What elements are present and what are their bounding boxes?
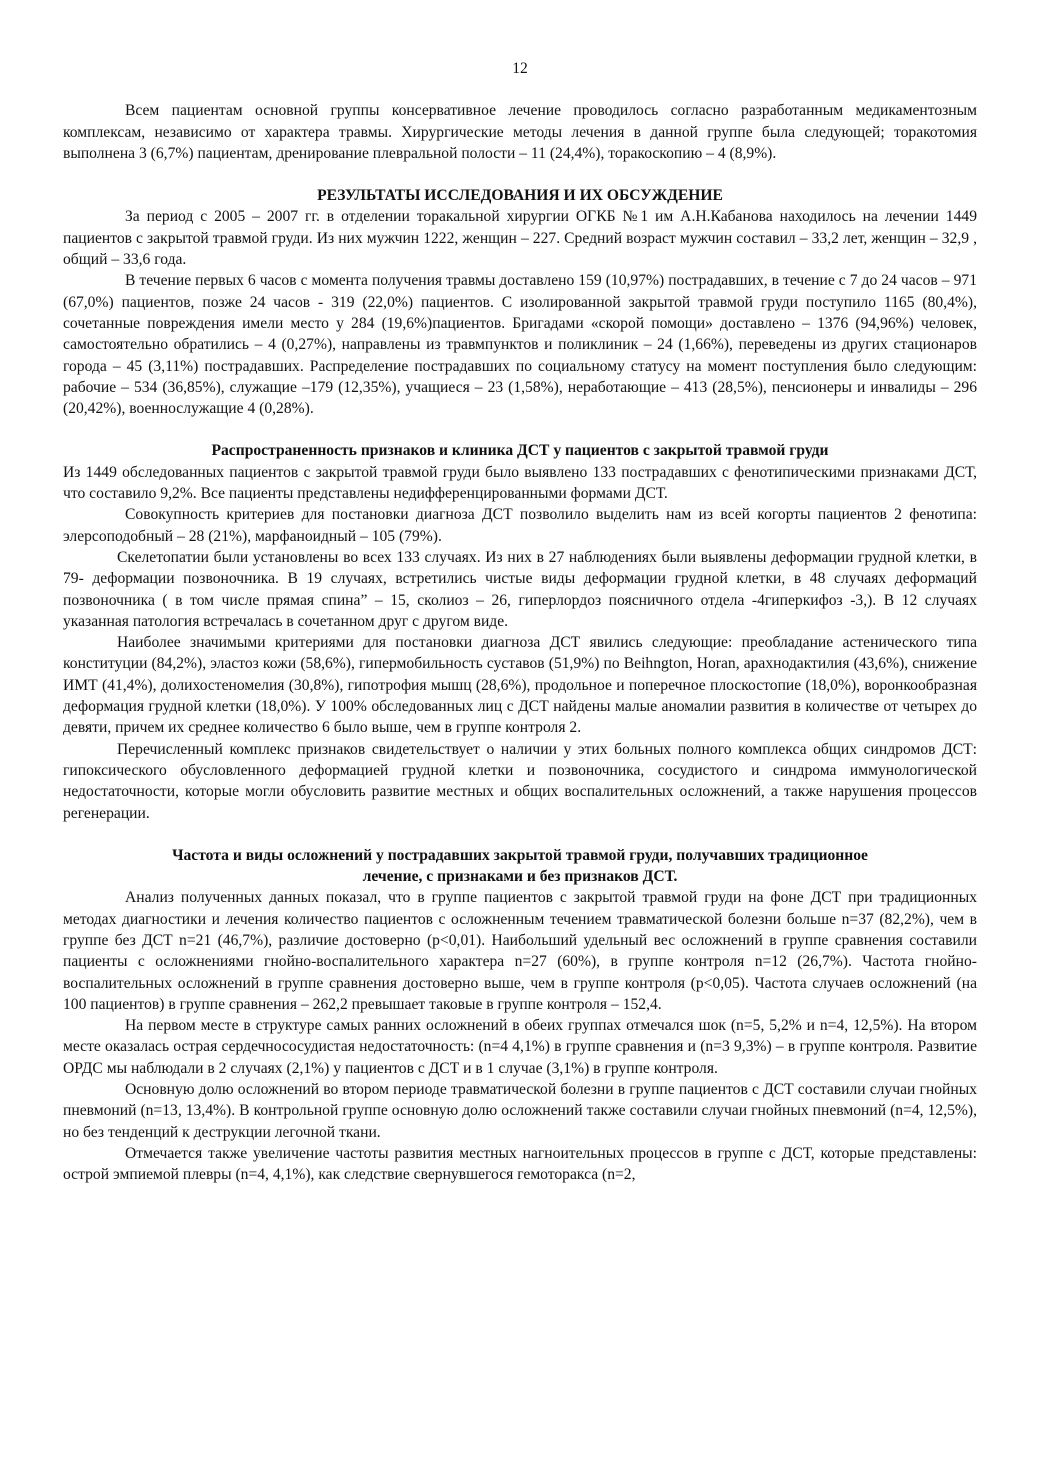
section-heading-results: РЕЗУЛЬТАТЫ ИССЛЕДОВАНИЯ И ИХ ОБСУЖДЕНИЕ [317,187,723,205]
paragraph: Наиболее значимыми критериями для постановки диагноза ДСТ явились следующие: преобладание астенического типа конституции (84,2%), эластоз кожи (58,6%), гипермобильность суставов (51,9%) по Beihngton, Horan, арахнодактилия (43,6%), снижение ИМТ (41,4%), долихостеномелия (30,8%), гипотрофия мышц (28,6%), продольное и поперечное плоскостопие (18,0%), воронкообразная деформация грудной клетки (18,0%). У 100% обследованных лиц с ДСТ найдены малые аномалии развития в количестве от четырех до девяти, причем их среднее количество 6 было выше, чем в группе контроля 2. [63,634,977,737]
section-results [63,185,977,419]
paragraph: За период с 2005 – 2007 гг. в отделении торакальной хирургии ОГКБ №1 им А.Н.Кабанова находилось на лечении 1449 пациентов с закрытой травмой груди. Из них мужчин 1222, женщин – 227. Средний возраст мужчин составил – 33,2 лет, женщин – 32,9 , общий – 33,6 года. [63,208,977,269]
page-number: 12 [512,60,528,77]
intro-paragraph: Всем пациентам основной группы консервативное лечение проводилось согласно разработанным медикаментозным комплексам, независимо от характера травмы. Хирургические методы лечения в данной группе была следующей; торакотомия выполнена 3 (6,7%) пациентам, дренирование плевральной полости – 11 (24,4%), торакоскопию – 4 (8,9%). [63,102,977,162]
section-prevalence [63,440,977,823]
section-heading-prevalence: Распространенность признаков и клиника ДСТ у пациентов с закрытой травмой груди [211,442,829,460]
paragraph: Основную долю осложнений во втором периоде травматической болезни в группе пациентов с ДСТ составили случаи гнойных пневмоний (n=13, 13,4%). В контрольной группе основную долю осложнений также составили случаи гнойных пневмоний (n=4, 12,5%), но без тенденций к деструкции легочной ткани. [63,1081,977,1141]
paragraph: Совокупность критериев для постановки диагноза ДСТ позволило выделить нам из всей когорты пациентов 2 фенотипа: элерсоподобный – 28 (21%), марфаноидный – 105 (79%). [63,506,977,545]
paragraph: Перечисленный комплекс признаков свидетельствует о наличии у этих больных полного комплекса общих синдромов ДСТ: гипоксического обусловленного деформацией грудной клетки и позвоночника, сосудистого и синдрома иммунологической недостаточности, которые могли обусловить развитие местных и общих воспалительных осложнений, а также нарушения процессов регенерации. [63,740,977,822]
paragraph: Скелетопатии были установлены во всех 133 случаях. Из них в 27 наблюдениях были выявлены деформации грудной клетки, в 79- деформации позвоночника. В 19 случаях, встретились чистые виды деформации грудной клетки, в 48 случаях деформаций позвоночника ( в том числе прямая спина” – 15, сколиоз – 26, гиперлордоз поясничного отдела -4гиперкифоз -3,). В 12 случаях указанная патология встречалась в сочетанном друг с другом виде. [63,548,977,630]
section-heading-complications-line1: Частота и виды осложнений у пострадавших закрытой травмой груди, получавших традиционное [172,846,868,864]
paragraph: На первом месте в структуре самых ранних осложнений в обеих группах отмечался шок (n=5, 5,2% и n=4, 12,5%). На втором месте оказалась острая сердечнососудистая недостаточность: (n=4 4,1%) в группе сравнения и (n=3 9,3%) – в группе контроля. Развитие ОРДС мы наблюдали в 2 случаях (2,1%) у пациентов с ДСТ и в 1 случае (3,1%) в группе контроля. [63,1017,977,1077]
paragraph: Из 1449 обследованных пациентов с закрытой травмой груди было выявлено 133 пострадавших с фенотипическими признаками ДСТ, что составило 9,2%. Все пациенты представлены недифференцированными формами ДСТ. [63,463,977,503]
paragraph: Анализ полученных данных показал, что в группе пациентов с закрытой травмой груди на фоне ДСТ при традиционных методах диагностики и лечения количество пациентов с осложненным течением травматической болезни больше n=37 (82,2%), чем в группе без ДСТ n=21 (46,7%), различие достоверно (p<0,01). Наибольший удельный вес осложнений в группе сравнения составили пациенты с осложнениями гнойно-воспалительного характера n=27 (60%), в группе контроля n=12 (26,7%). Частота гнойно-воспалительных осложнений в группе сравнения достоверно выше, чем в группе контроля (p<0,05). Частота случаев осложнений (на 100 пациентов) в группе сравнения – 262,2 превышает таковые в группе контроля – 152,4. [63,889,977,1013]
document-page [63,58,977,1186]
paragraph: Отмечается также увеличение частоты развития местных нагноительных процессов в группе с ДСТ, которые представлены: острой эмпиемой плевры (n=4, 4,1%), как следствие свернувшегося гемоторакса (n=2, [63,1144,977,1184]
section-complications [63,845,977,1186]
paragraph: В течение первых 6 часов с момента получения травмы доставлено 159 (10,97%) пострадавших, в течение с 7 до 24 часов – 971 (67,0%) пациентов, позже 24 часов - 319 (22,0%) пациентов. С изолированной закрытой травмой груди поступило 1165 (80,4%), сочетанные повреждения имели место у 284 (19,6%)пациентов. Бригадами «скорой помощи» доставлено – 1376 (94,96%) человек, самостоятельно обратились – 4 (0,27%), направлены из травмпунктов и поликлиник – 24 (1,66%), переведены из других стационаров города – 45 (3,11%) пострадавших. Распределение пострадавших по социальному статусу на момент поступления было следующим: рабочие – 534 (36,85%), служащие –179 (12,35%), учащиеся – 23 (1,58%), неработающие – 413 (28,5%), пенсионеры и инвалиды – 296 (20,42%), военнослужащие 4 (0,28%). [63,272,977,418]
section-heading-complications-line2: лечение, с признаками и без признаков ДСТ. [362,868,678,886]
